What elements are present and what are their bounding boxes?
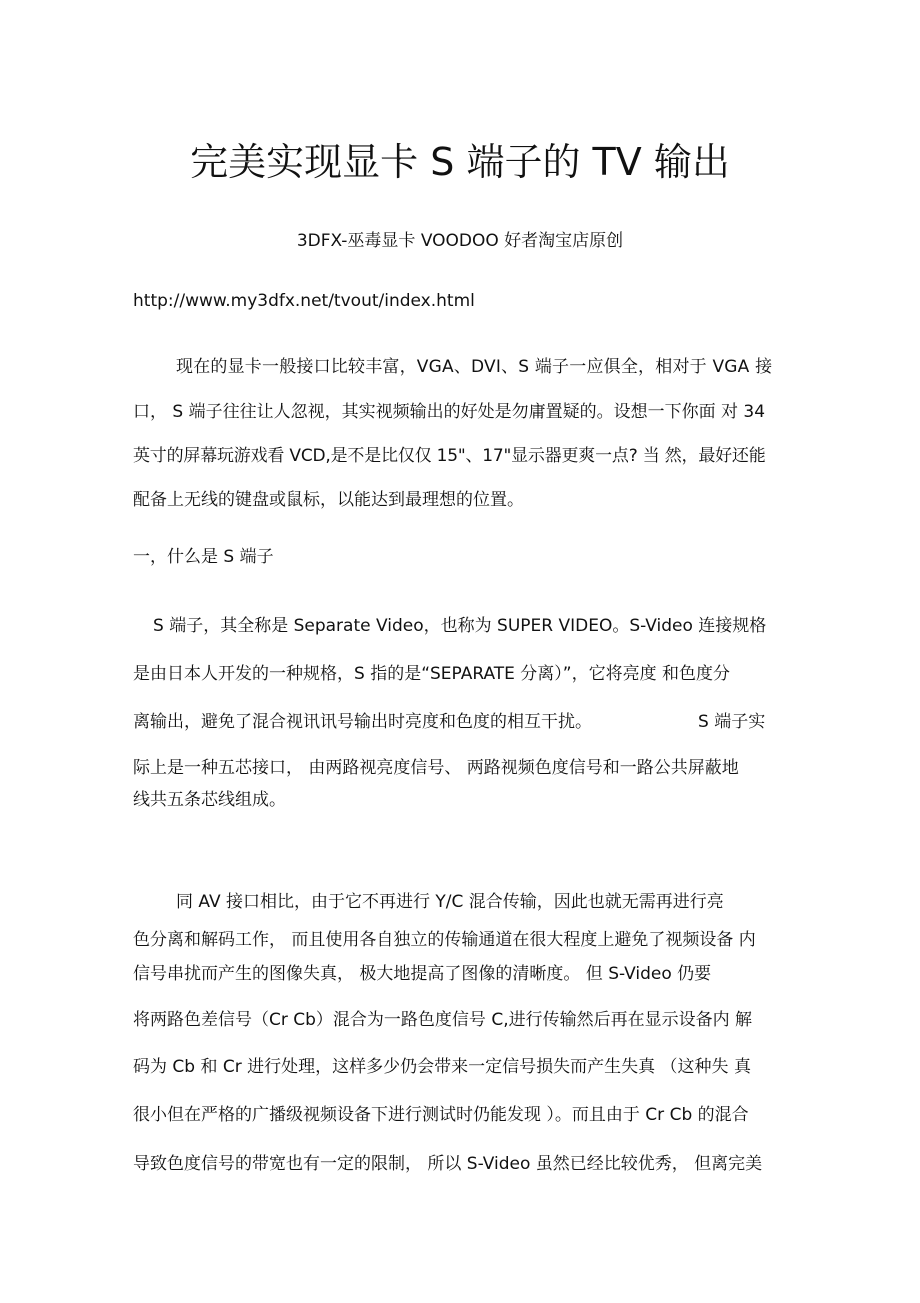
- paragraph-2-line-2: 是由日本人开发的一种规格，S 指的是“SEPARATE 分离）”，它将亮度 和色度分: [133, 664, 730, 684]
- paragraph-1-line-1: 现在的显卡一般接口比较丰富，VGA、DVI、S 端子一应俱全，相对于 VGA 接: [176, 357, 773, 377]
- paragraph-3-line-1: 同 AV 接口相比，由于它不再进行 Y/C 混合传输，因此也就无需再进行亮: [176, 892, 724, 912]
- paragraph-1-line-3: 英寸的屏幕玩游戏看 VCD,是不是比仅仅 15"、17"显示器更爽一点? 当 然，最好还能: [133, 446, 766, 466]
- paragraph-2-line-1: S 端子，其全称是 Separate Video，也称为 SUPER VIDEO。S-Video 连接规格: [153, 616, 767, 636]
- section-heading: 一，什么是 S 端子: [133, 547, 274, 567]
- paragraph-3-line-6: 很小但在严格的广播级视频设备下进行测试时仍能发现 ）。而且由于 Cr Cb 的混合: [133, 1105, 749, 1125]
- paragraph-2-line-5: 线共五条芯线组成。: [133, 790, 286, 810]
- paragraph-3-line-2: 色分离和解码工作， 而且使用各自独立的传输通道在很大程度上避免了视频设备 内: [133, 930, 756, 950]
- paragraph-1-line-2: 口， S 端子往往让人忽视，其实视频输出的好处是勿庸置疑的。设想一下你面 对 34: [133, 402, 766, 422]
- source-url: http://www.my3dfx.net/tvout/index.html: [133, 291, 475, 311]
- paragraph-3-line-5: 码为 Cb 和 Cr 进行处理，这样多少仍会带来一定信号损失而产生失真 （这种失 真: [133, 1057, 751, 1077]
- paragraph-2-line-4: 际上是一种五芯接口， 由两路视亮度信号、 两路视频色度信号和一路公共屏蔽地: [133, 758, 739, 778]
- paragraph-2-line-3: 离输出，避免了混合视讯讯号输出时亮度和色度的相互干扰。: [133, 712, 592, 732]
- paragraph-2-line-3-tail: S 端子实: [698, 712, 766, 732]
- document-subtitle: 3DFX-巫毒显卡 VOODOO 好者淘宝店原创: [296, 231, 624, 251]
- paragraph-3-line-4: 将两路色差信号（Cr Cb）混合为一路色度信号 C,进行传输然后再在显示设备内 解: [133, 1010, 753, 1030]
- document-title: 完美实现显卡 S 端子的 TV 输出: [190, 140, 730, 184]
- paragraph-3-line-3: 信号串扰而产生的图像失真， 极大地提高了图像的清晰度。 但 S-Video 仍要: [133, 964, 712, 984]
- paragraph-3-line-7: 导致色度信号的带宽也有一定的限制， 所以 S-Video 虽然已经比较优秀， 但离完美: [133, 1154, 763, 1174]
- paragraph-1-line-4: 配备上无线的键盘或鼠标，以能达到最理想的位置。: [133, 490, 524, 510]
